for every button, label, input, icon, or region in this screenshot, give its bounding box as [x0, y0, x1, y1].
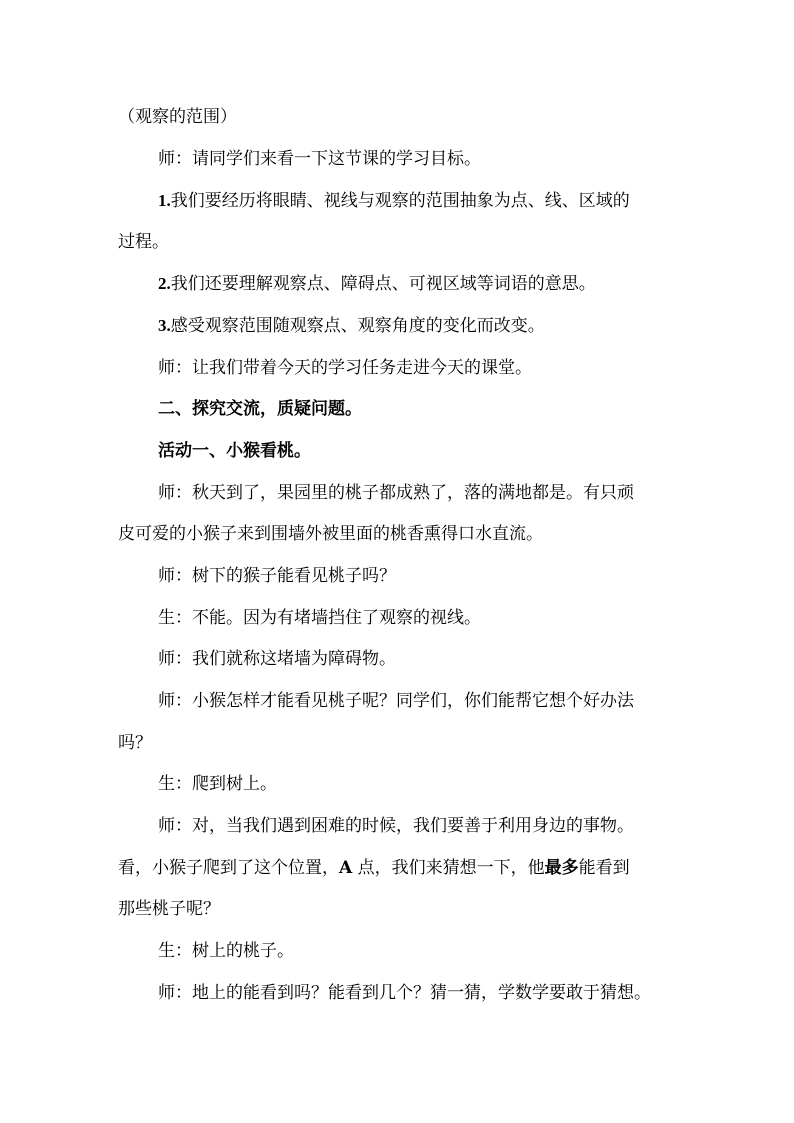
- paragraph-text: 点，我们来猜想一下，他: [352, 858, 545, 878]
- paragraph-student-answer-2: [158, 773, 277, 795]
- section-heading-explore: [158, 398, 362, 420]
- paragraph-text: 我们要经历将眼睛、视线与观察的范围抽象为点、线、区域的: [170, 191, 630, 211]
- paragraph-goal-1: [158, 190, 630, 212]
- paragraph-text: 师：请同学们来看一下这节课的学习目标。: [158, 149, 481, 169]
- paragraph-autumn-continued: [118, 523, 543, 545]
- activity-heading: [158, 440, 311, 462]
- paragraph-use-things-continued-2: [118, 898, 220, 920]
- paragraph-text: 生：不能。因为有堵墙挡住了观察的视线。: [158, 608, 481, 628]
- paragraph-text: 师：对，当我们遇到困难的时候，我们要善于利用身边的事物。: [158, 816, 634, 836]
- paragraph-use-things-continued: [118, 857, 630, 879]
- paragraph-text: 师：我们就称这堵墙为障碍物。: [158, 649, 396, 669]
- heading-text: 二、探究交流，质疑问题。: [158, 399, 362, 419]
- paragraph-text: 师：秋天到了，果园里的桃子都成熟了，落的满地都是。有只顽: [158, 483, 634, 503]
- paragraph-text: 看，小猴子爬到了这个位置，: [118, 858, 339, 878]
- list-number: 1.: [158, 191, 171, 210]
- paragraph-autumn: [158, 482, 634, 504]
- paragraph-how-to-see-continued: [118, 732, 152, 754]
- paragraph-teacher-intro: [158, 148, 481, 170]
- paragraph-text: 感受观察范围随观察点、观察角度的变化而改变。: [170, 316, 545, 336]
- paragraph-text: 生：树上的桃子。: [158, 941, 294, 961]
- paragraph-question-see: [158, 565, 396, 587]
- paragraph-goal-3: [158, 315, 545, 337]
- heading-text: 活动一、小猴看桃。: [158, 441, 311, 461]
- paragraph-teacher-task: [158, 357, 532, 379]
- paragraph-text: 生：爬到树上。: [158, 774, 277, 794]
- paragraph-text: 师：小猴怎样才能看见桃子呢？同学们，你们能帮它想个好办法: [158, 691, 634, 711]
- paragraph-text: 吗？: [118, 733, 152, 753]
- paragraph-use-things: [158, 815, 634, 837]
- paragraph-text: 皮可爱的小猴子来到围墙外被里面的桃香熏得口水直流。: [118, 524, 543, 544]
- paragraph-text: 我们还要理解观察点、障碍点、可视区域等词语的意思。: [170, 274, 596, 294]
- paragraph-text: 师：让我们带着今天的学习任务走进今天的课堂。: [158, 358, 532, 378]
- paragraph-student-answer-3: [158, 940, 294, 962]
- paragraph-goal-2: [158, 273, 596, 295]
- paragraph-obstacle: [158, 648, 396, 670]
- list-number: 3.: [158, 316, 171, 335]
- paragraph-text: 那些桃子呢？: [118, 899, 220, 919]
- paragraph-section-heading: [118, 106, 237, 128]
- paragraph-text: 师：树下的猴子能看见桃子吗？: [158, 566, 396, 586]
- paragraph-text: 过程。: [118, 232, 169, 252]
- list-number: 2.: [158, 274, 171, 293]
- point-label: A: [339, 858, 353, 878]
- paragraph-how-to-see: [158, 690, 634, 712]
- paragraph-text: 能看到: [578, 858, 630, 878]
- paragraph-student-answer-1: [158, 607, 481, 629]
- paragraph-text: （观察的范围）: [118, 107, 237, 127]
- paragraph-ground-peaches: [158, 982, 651, 1004]
- paragraph-text: 师：地上的能看到吗？能看到几个？猜一猜，学数学要敢于猜想。: [158, 983, 651, 1003]
- paragraph-goal-1-continued: [118, 231, 169, 253]
- emphasis-text: 最多: [544, 858, 579, 878]
